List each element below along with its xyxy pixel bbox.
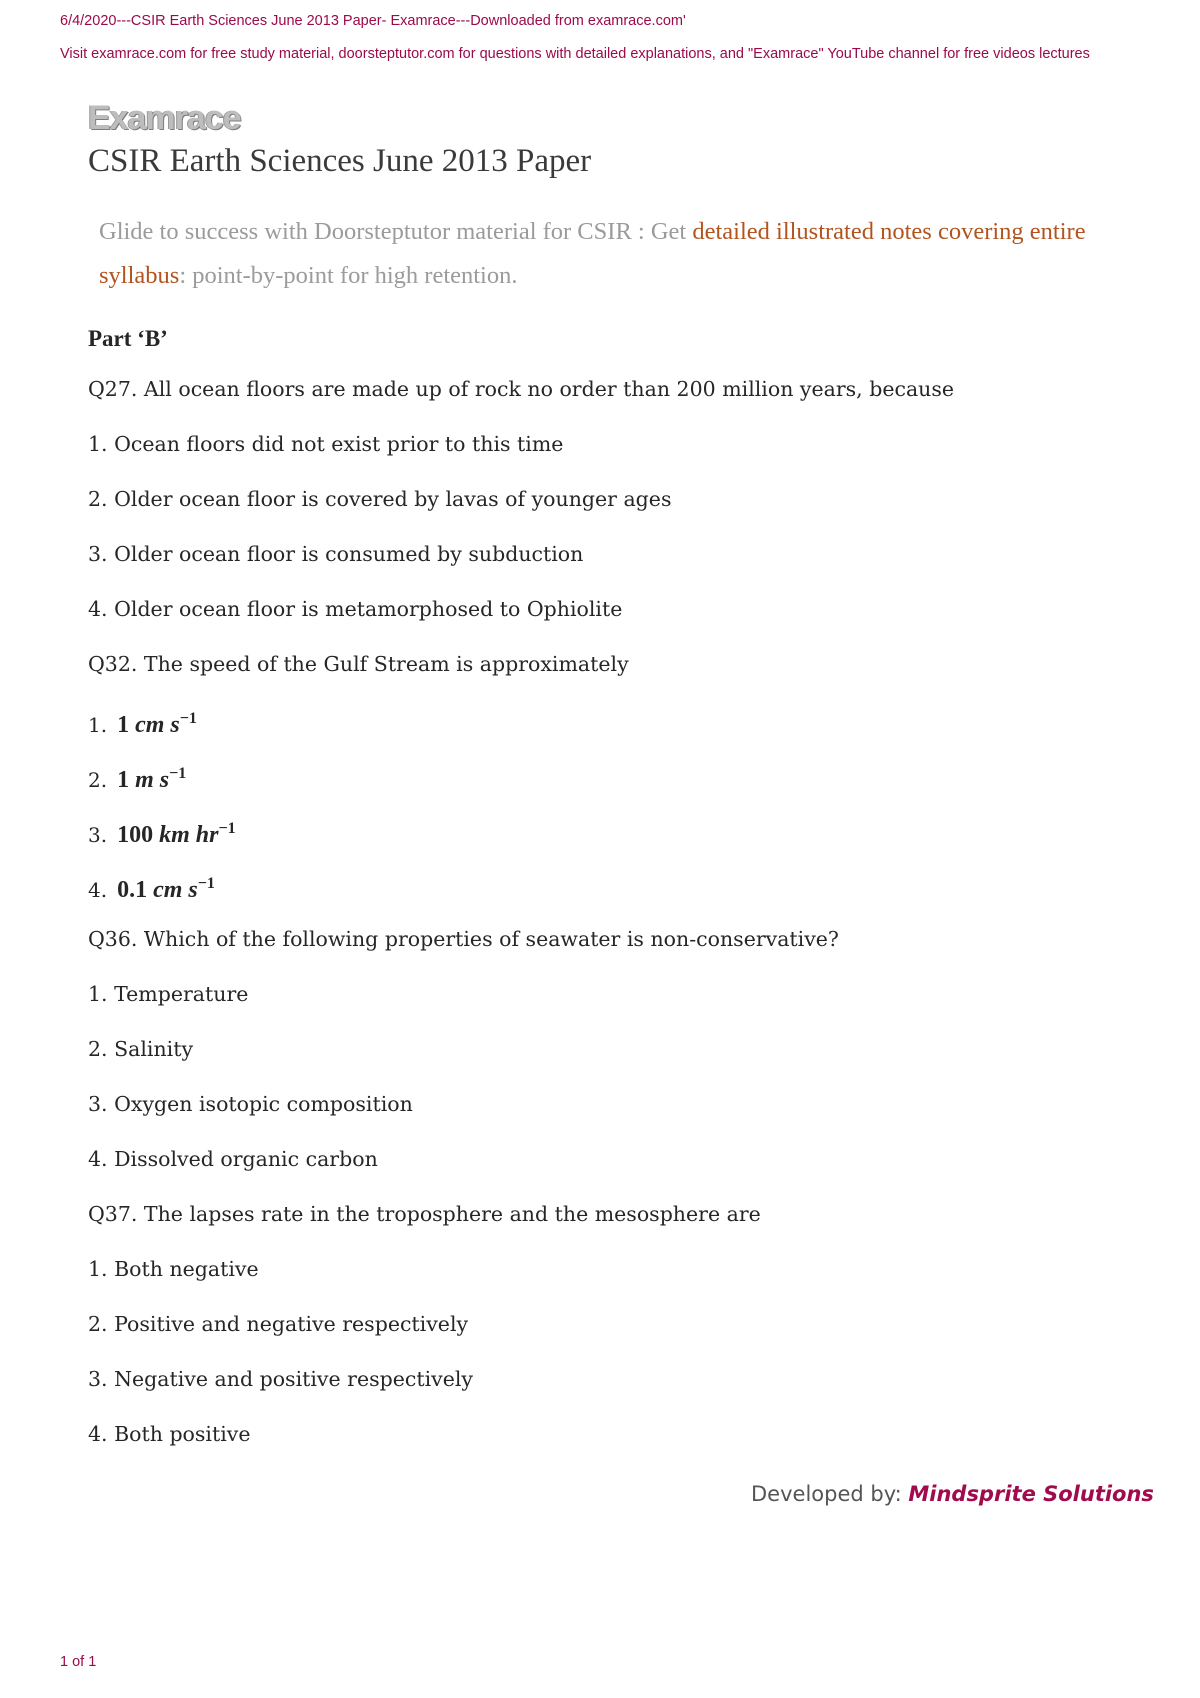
- option-formula: 1 m $s^{-1}$: [117, 765, 187, 793]
- page-number: 1 of 1: [60, 1654, 97, 1670]
- promo-text-lead: Glide to success with Doorsteptutor material for CSIR : Get: [99, 218, 693, 245]
- print-header-notice: Visit examrace.com for free study material, doorsteptutor.com for questions with detailed explanations, and "Examrace" YouTube channel for free videos lectures: [60, 46, 1090, 62]
- option-q37-4: 4. Both positive: [88, 1422, 251, 1446]
- option-q37-3: 3. Negative and positive respectively: [88, 1367, 473, 1391]
- promo-text: [88, 210, 1128, 298]
- option-number: 4.: [88, 878, 108, 902]
- developer-label: Developed by:: [751, 1482, 909, 1506]
- developer-company: Mindsprite Solutions: [908, 1482, 1154, 1506]
- option-q32-1: [88, 704, 1128, 759]
- option-q36-2: 2. Salinity: [88, 1037, 194, 1061]
- option-number: 3.: [88, 823, 108, 847]
- option-q37-2: 2. Positive and negative respectively: [88, 1312, 469, 1336]
- question-q37: Q37. The lapses rate in the troposphere and the mesosphere are: [88, 1202, 761, 1226]
- promo-text-tail: : point-by-point for high retention.: [179, 262, 518, 289]
- option-number: 2.: [88, 768, 108, 792]
- option-formula: 1 cm $s^{-1}$: [117, 710, 197, 738]
- option-q27-3: 3. Older ocean floor is consumed by subduction: [88, 542, 584, 566]
- promo-notes-link[interactable]: detailed illustrated notes covering entire syllabus: [99, 218, 1086, 289]
- developer-credit: [751, 1482, 1154, 1506]
- examrace-logo: Examrace: [88, 99, 241, 137]
- option-number: 1.: [88, 713, 108, 737]
- option-q27-4: 4. Older ocean floor is metamorphosed to Ophiolite: [88, 597, 623, 621]
- option-q36-1: 1. Temperature: [88, 982, 249, 1006]
- option-q32-3: [88, 814, 1128, 869]
- option-formula: 100 km $hr^{-1}$: [117, 820, 236, 848]
- print-header-line: 6/4/2020---CSIR Earth Sciences June 2013 Paper- Examrace---Downloaded from examrace.com': [60, 13, 686, 29]
- option-q36-4: 4. Dissolved organic carbon: [88, 1147, 378, 1171]
- question-q32: Q32. The speed of the Gulf Stream is approximately: [88, 652, 629, 676]
- document-body: [88, 138, 1128, 1474]
- option-q27-2: 2. Older ocean floor is covered by lavas of younger ages: [88, 487, 672, 511]
- option-q36-3: 3. Oxygen isotopic composition: [88, 1092, 413, 1116]
- part-heading: Part ‘B’: [88, 326, 168, 351]
- option-q27-1: 1. Ocean floors did not exist prior to this time: [88, 432, 564, 456]
- page-title: CSIR Earth Sciences June 2013 Paper: [88, 143, 592, 179]
- option-q37-1: 1. Both negative: [88, 1257, 259, 1281]
- option-formula: 0.1 cm $s^{-1}$: [117, 875, 215, 903]
- question-q36: Q36. Which of the following properties of seawater is non-conservative?: [88, 927, 839, 951]
- option-q32-2: [88, 759, 1128, 814]
- question-q27: Q27. All ocean floors are made up of rock no order than 200 million years, because: [88, 377, 955, 401]
- option-q32-4: [88, 869, 1128, 924]
